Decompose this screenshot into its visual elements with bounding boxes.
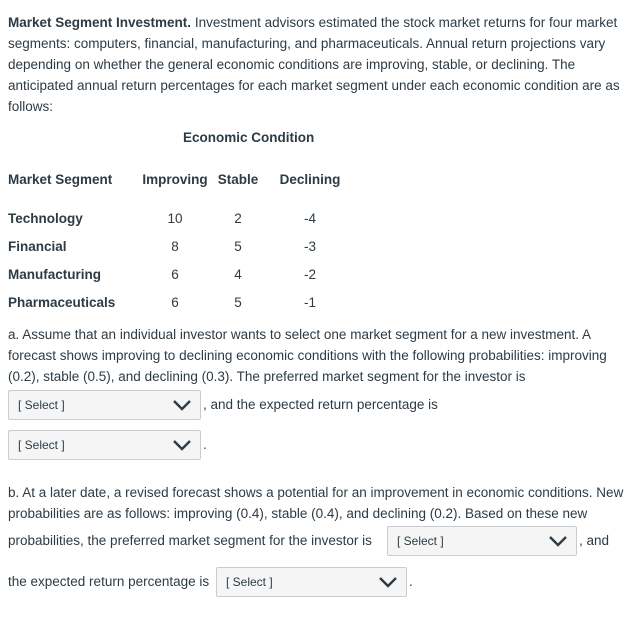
column-header: Declining bbox=[279, 171, 341, 187]
table-cell: 8 bbox=[171, 238, 179, 254]
select-placeholder: [ Select ] bbox=[18, 398, 65, 412]
table-cell: 4 bbox=[234, 266, 242, 282]
column-header: Improving bbox=[142, 171, 208, 187]
economic-condition-heading: Economic Condition bbox=[183, 130, 315, 145]
part-a-segment-select[interactable] bbox=[8, 390, 201, 420]
table-cell: -2 bbox=[303, 266, 316, 282]
table-header-row bbox=[8, 166, 355, 204]
column-header: Market Segment bbox=[8, 171, 113, 187]
chevron-down-icon bbox=[172, 399, 192, 411]
problem-intro bbox=[8, 12, 624, 117]
chevron-down-icon bbox=[548, 535, 568, 547]
chevron-down-icon bbox=[172, 439, 192, 451]
part-b-segment-select[interactable] bbox=[387, 526, 577, 556]
table-row bbox=[8, 288, 355, 316]
select-placeholder: [ Select ] bbox=[18, 438, 65, 452]
problem-description: Investment advisors estimated the stock market returns for four market segments: computers, financial, manufacturing, and pharmaceuticals. Annual return projections vary depending on whether the general economic conditions are improving, stable, or declining. The anticipated annual return percentages for each market segment under each economic condition are as follows: bbox=[8, 15, 620, 114]
table-cell: 6 bbox=[171, 266, 179, 282]
segment-name: Technology bbox=[8, 210, 83, 226]
segment-name: Financial bbox=[8, 238, 67, 254]
table-cell: -1 bbox=[303, 294, 316, 310]
table-row bbox=[8, 260, 355, 288]
chevron-down-icon bbox=[378, 576, 398, 588]
segment-name: Manufacturing bbox=[8, 266, 101, 282]
table-cell: 2 bbox=[234, 210, 242, 226]
table-cell: 10 bbox=[167, 210, 183, 226]
returns-table bbox=[8, 166, 355, 316]
column-header: Stable bbox=[217, 171, 259, 187]
table-cell: 6 bbox=[171, 294, 179, 310]
part-b-connector-text: , and bbox=[579, 533, 610, 548]
part-b-question: b. At a later date, a revised forecast shows a potential for an improvement in economic conditions. New probabilities are as follows: improving (0.4), stable (0.4), and declining (0.2). Based on these new bbox=[8, 485, 624, 521]
part-a-end-period: . bbox=[203, 437, 207, 452]
part-b-line: the expected return percentage is bbox=[8, 574, 210, 589]
part-b-return-select[interactable] bbox=[216, 567, 407, 597]
table-cell: 5 bbox=[234, 294, 242, 310]
select-placeholder: [ Select ] bbox=[397, 534, 444, 548]
table-row bbox=[8, 232, 355, 260]
table-cell: 5 bbox=[234, 238, 242, 254]
select-placeholder: [ Select ] bbox=[226, 575, 273, 589]
table-cell: -4 bbox=[303, 210, 316, 226]
table-cell: -3 bbox=[303, 238, 316, 254]
part-a-question: a. Assume that an individual investor wants to select one market segment for a new investment. A forecast shows improving to declining economic conditions with the following probabilities: improving (0.2), stable (0.5), and declining (0.3). The preferred market segment for the investor is bbox=[8, 327, 607, 384]
part-a-connector-text: , and the expected return percentage is bbox=[203, 397, 438, 412]
segment-name: Pharmaceuticals bbox=[8, 294, 116, 310]
part-a-return-select[interactable] bbox=[8, 430, 201, 460]
table-row bbox=[8, 204, 355, 232]
part-b-end-period: . bbox=[409, 574, 413, 589]
problem-title: Market Segment Investment. bbox=[8, 15, 192, 30]
part-b-line: probabilities, the preferred market segment for the investor is bbox=[8, 533, 372, 548]
